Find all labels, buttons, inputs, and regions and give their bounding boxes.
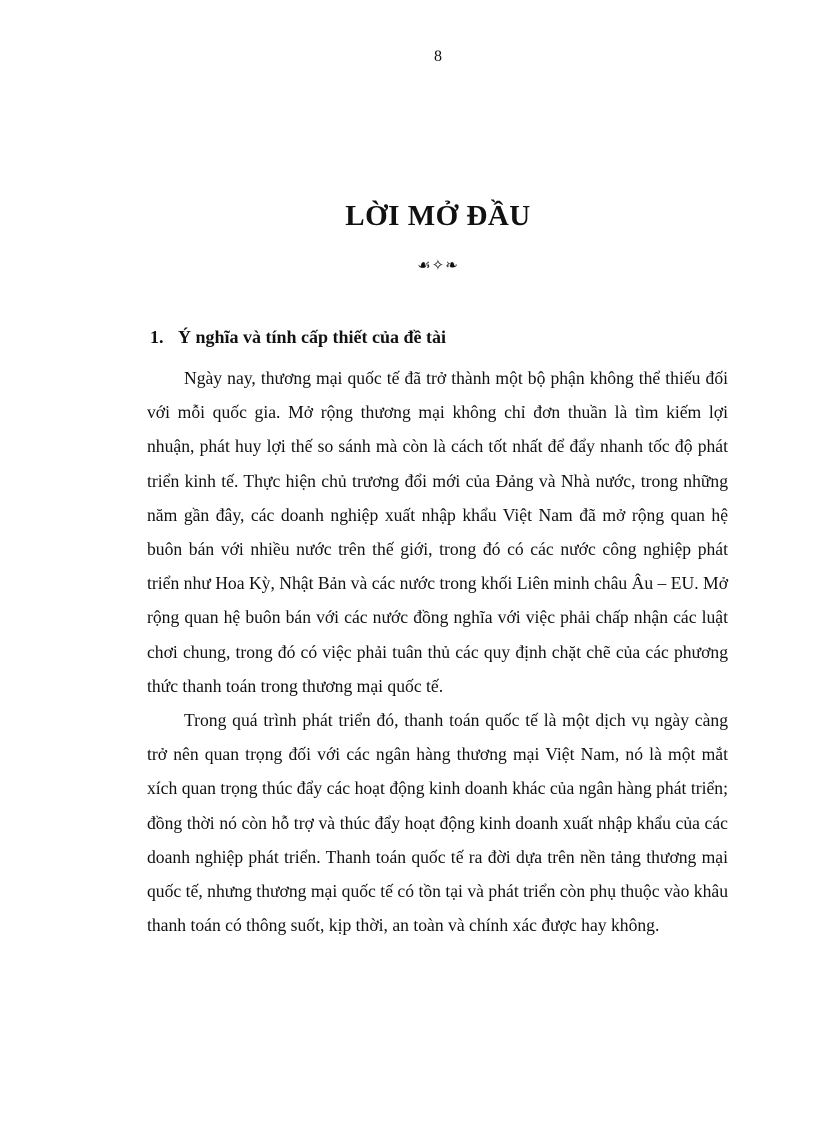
section-number: 1. <box>150 327 164 347</box>
paragraph-1: Ngày nay, thương mại quốc tế đã trở thành một bộ phận không thể thiếu đối với mỗi quốc gia. Mở rộng thương mại không chỉ đơn thuần là tìm kiếm lợi nhuận, phát huy lợi thế so sánh mà còn là cách tốt nhất để đẩy nhanh tốc độ phát triển kinh tế. Thực hiện chủ trương đổi mới của Đảng và Nhà nước, trong những năm gần đây, các doanh nghiệp xuất nhập khẩu Việt Nam đã mở rộng quan hệ buôn bán với nhiều nước trên thế giới, trong đó có các nước công nghiệp phát triển như Hoa Kỳ, Nhật Bản và các nước trong khối Liên minh châu Âu – EU. Mở rộng quan hệ buôn bán với các nước đồng nghĩa với việc phải chấp nhận các luật chơi chung, trong đó có việc phải tuân thủ các quy định chặt chẽ của các phương thức thanh toán trong thương mại quốc tế. <box>147 368 728 696</box>
paragraph-2: Trong quá trình phát triển đó, thanh toán quốc tế là một dịch vụ ngày càng trở nên quan trọng đối với các ngân hàng thương mại Việt Nam, nó là một mắt xích quan trọng thúc đẩy các hoạt động kinh doanh khác của ngân hàng phát triển; đồng thời nó còn hỗ trợ và thúc đẩy hoạt động kinh doanh xuất nhập khẩu của các doanh nghiệp phát triển. Thanh toán quốc tế ra đời dựa trên nền tảng thương mại quốc tế, nhưng thương mại quốc tế có tồn tại và phát triển còn phụ thuộc vào khâu thanh toán có thông suốt, kịp thời, an toàn và chính xác được hay không. <box>147 710 728 936</box>
section-heading-text: Ý nghĩa và tính cấp thiết của đề tài <box>178 327 447 347</box>
page-title: LỜI MỞ ĐẦU <box>345 200 531 232</box>
page-number: 8 <box>434 48 442 65</box>
section-heading <box>150 327 446 348</box>
ornament-divider-icon: ☙✧❧ <box>417 258 459 274</box>
